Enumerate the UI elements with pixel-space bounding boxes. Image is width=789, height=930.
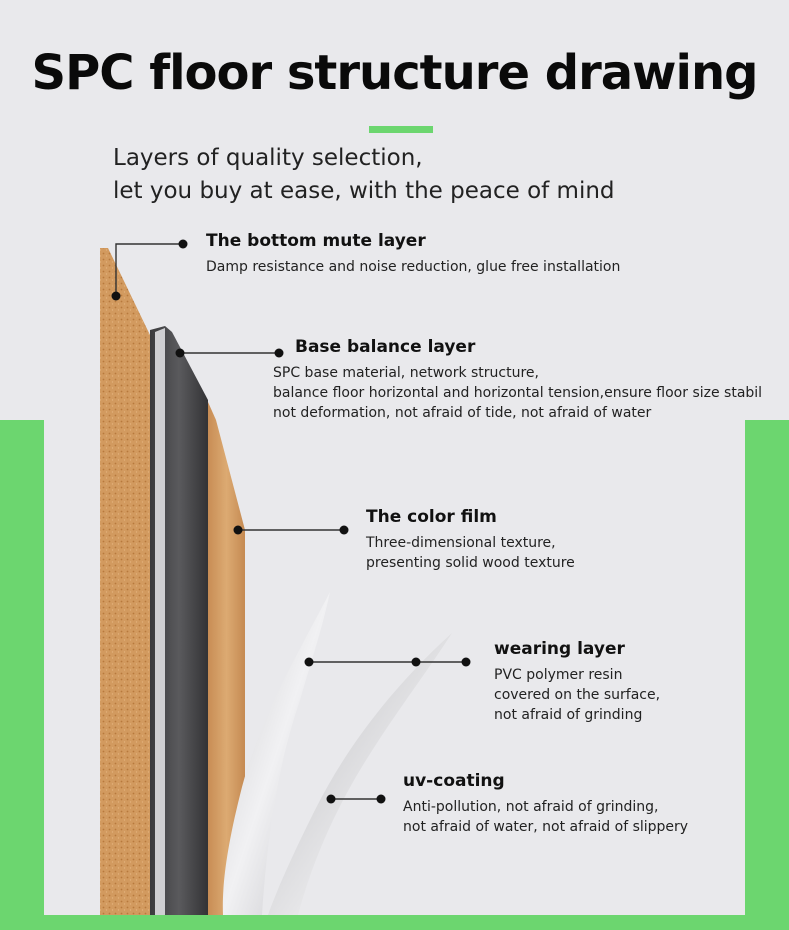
label-base-balance-layer bbox=[273, 337, 789, 423]
page-title: SPC floor structure drawing bbox=[31, 45, 758, 101]
label-line: presenting solid wood texture bbox=[366, 555, 575, 571]
label-line: Three-dimensional texture, bbox=[366, 535, 556, 551]
label-line: not afraid of grinding bbox=[494, 707, 643, 723]
subtitle-line-1: Layers of quality selection, bbox=[113, 145, 423, 171]
cork-layer-shape bbox=[100, 248, 150, 915]
label-line: PVC polymer resin bbox=[494, 667, 623, 683]
base-edge-strip bbox=[155, 328, 165, 915]
subtitle-line-2: let you buy at ease, with the peace of mind bbox=[113, 178, 615, 204]
label-line: Damp resistance and noise reduction, glue free installation bbox=[206, 259, 621, 275]
label-line: not afraid of water, not afraid of slippery bbox=[403, 819, 689, 835]
label-line: SPC base material, network structure, bbox=[273, 365, 539, 381]
label-color-film bbox=[366, 507, 575, 573]
label-line: balance floor horizontal and horizontal tension,ensure floor size stabil bbox=[273, 385, 763, 401]
label-heading: uv-coating bbox=[403, 771, 505, 791]
label-heading: The bottom mute layer bbox=[206, 231, 426, 251]
label-heading: wearing layer bbox=[494, 639, 625, 659]
label-line: covered on the surface, bbox=[494, 687, 661, 703]
label-heading: Base balance layer bbox=[295, 337, 476, 357]
label-uv-coating bbox=[403, 771, 688, 837]
label-bottom-mute-layer bbox=[206, 231, 620, 277]
label-line: Anti-pollution, not afraid of grinding, bbox=[403, 799, 659, 815]
label-heading: The color film bbox=[366, 507, 497, 527]
label-line: not deformation, not afraid of tide, not afraid of water bbox=[273, 405, 652, 421]
label-wearing-layer bbox=[494, 639, 660, 725]
